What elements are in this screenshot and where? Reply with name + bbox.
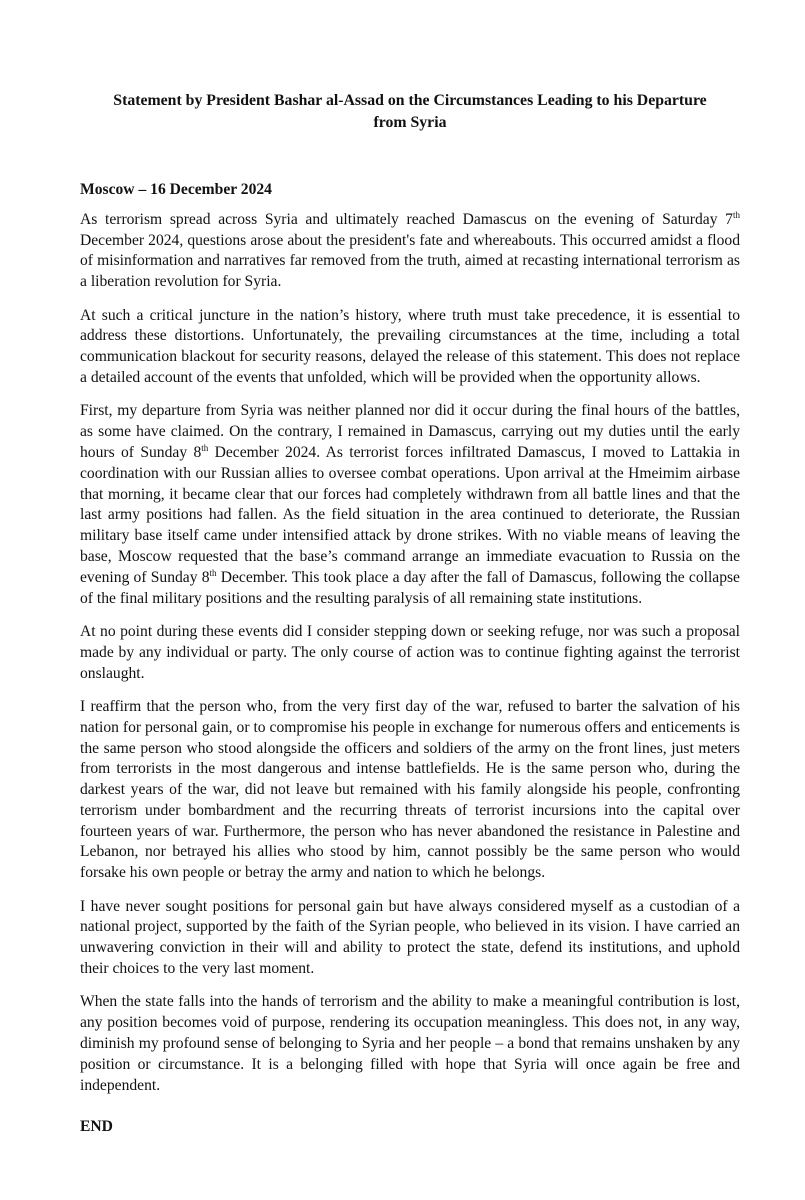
paragraph-6: I have never sought positions for personal gain but have always considered myself as a custodian of a national project, supported by the faith of the Syrian people, who believed in its vision. I have carried an unwavering conviction in their will and ability to protect the state, defend its institutions, and uphold their choices to the very last moment.	[80, 897, 740, 978]
paragraph-5: I reaffirm that the person who, from the very first day of the war, refused to barter the salvation of his nation for personal gain, or to compromise his people in exchange for numerous offers and enticements is the same person who stood alongside the officers and soldiers of the army on the front lines, just meters from terrorists in the most dangerous and intense battlefields. He is the same person who, during the darkest years of the war, did not leave but remained with his family alongside his people, confronting terrorism under bombardment and the recurring threats of terrorist incursions into the capital over fourteen years of war. Furthermore, the person who has never abandoned the resistance in Palestine and Lebanon, nor betrayed his allies who stood by him, cannot possibly be the same person who would forsake his own people or betray the army and nation to which he belongs.	[80, 697, 740, 882]
document-title: Statement by President Bashar al-Assad on the Circumstances Leading to his Departure from Syria	[113, 92, 707, 131]
paragraph-text: As terrorism spread across Syria and ultimately reached Damascus on the evening of Saturday 7	[80, 210, 733, 228]
superscript: th	[201, 442, 209, 453]
superscript: th	[732, 209, 740, 220]
paragraph-1	[80, 210, 740, 293]
paragraph-4: At no point during these events did I consider stepping down or seeking refuge, nor was such a proposal made by any individual or party. The only course of action was to continue fighting against the terrorist onslaught.	[80, 622, 740, 682]
paragraph-3	[80, 401, 740, 609]
paragraph-text: December 2024. As terrorist forces infiltrated Damascus, I moved to Lattakia in coordination with our Russian allies to oversee combat operations. Upon arrival at the Hmeimim airbase that morning, it became clear that our forces had completely withdrawn from all battle lines and that the last army positions had fallen. As the field situation in the area continued to deteriorate, the Russian military base itself came under intensified attack by drone strikes. With no viable means of leaving the base, Moscow requested that the base’s command arrange an immediate evacuation to Russia on the evening of Sunday 8	[80, 443, 740, 586]
paragraph-text: December. This took place a day after the fall of Damascus, following the collapse of the final military positions and the resulting paralysis of all remaining state institutions.	[80, 568, 740, 607]
paragraph-7: When the state falls into the hands of terrorism and the ability to make a meaningful contribution is lost, any position becomes void of purpose, rendering its occupation meaningless. This does not, in any way, diminish my profound sense of belonging to Syria and her people – a bond that remains unshaken by any position or circumstance. It is a belonging filled with hope that Syria will once again be free and independent.	[80, 993, 740, 1094]
paragraph-2: At such a critical juncture in the nation’s history, where truth must take precedence, it is essential to address these distortions. Unfortunately, the prevailing circumstances at the time, including a total communication blackout for security reasons, delayed the release of this statement. This does not replace a detailed account of the events that unfolded, which will be provided when the opportunity allows.	[80, 306, 740, 386]
paragraph-text: December 2024, questions arose about the president's fate and whereabouts. This occurred amidst a flood of misinformation and narratives far removed from the truth, aimed at recasting international terrorism as a liberation revolution for Syria.	[80, 231, 740, 291]
superscript: th	[209, 567, 217, 578]
paragraph-text: First, my departure from Syria was neither planned nor did it occur during the final hours of the battles, as some have claimed. On the contrary, I remained in Damascus, carrying out my duties until the early hours of Sunday 8	[80, 402, 740, 461]
dateline: Moscow – 16 December 2024	[80, 181, 272, 198]
statement-document	[80, 90, 740, 1138]
end-marker: END	[80, 1118, 113, 1136]
